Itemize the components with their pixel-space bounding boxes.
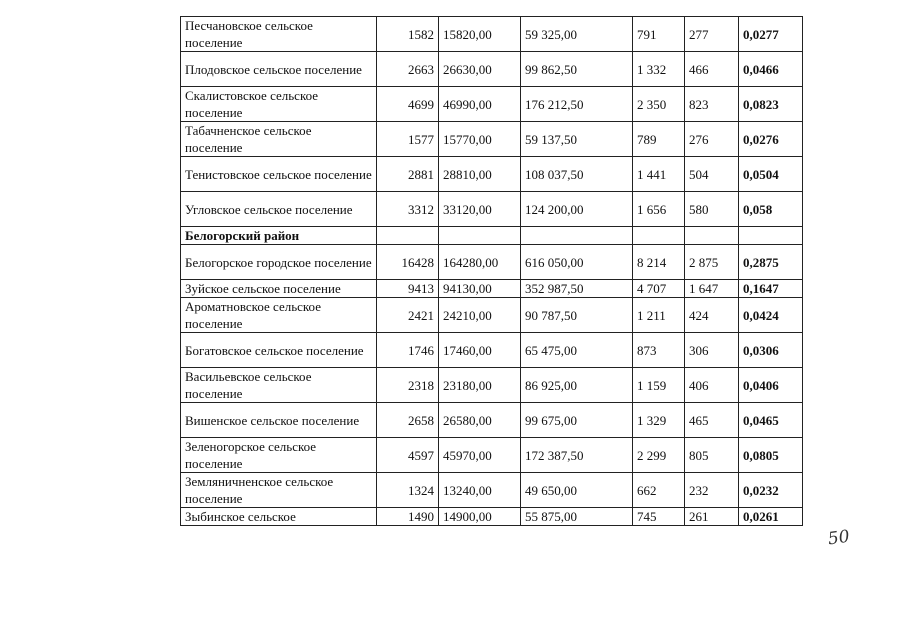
- value-cell: 424: [685, 298, 739, 333]
- population-cell: 1582: [377, 17, 439, 52]
- value-cell: 276: [685, 122, 739, 157]
- amount-cell: 99 675,00: [521, 403, 633, 438]
- value-cell: 1 647: [685, 280, 739, 298]
- settlement-name: Угловское сельское поселение: [181, 192, 377, 227]
- coefficient-cell: 0,0823: [739, 87, 803, 122]
- table-row: [181, 368, 803, 403]
- table-row: [181, 333, 803, 368]
- coefficient-cell: 0,0261: [739, 508, 803, 526]
- value-cell: 26630,00: [439, 52, 521, 87]
- empty-cell: [377, 227, 439, 245]
- settlement-name: Плодовское сельское поселение: [181, 52, 377, 87]
- population-cell: 1490: [377, 508, 439, 526]
- coefficient-cell: 0,0424: [739, 298, 803, 333]
- section-header-row: [181, 227, 803, 245]
- value-cell: 26580,00: [439, 403, 521, 438]
- value-cell: 873: [633, 333, 685, 368]
- value-cell: 4 707: [633, 280, 685, 298]
- coefficient-cell: 0,0277: [739, 17, 803, 52]
- empty-cell: [633, 227, 685, 245]
- amount-cell: 49 650,00: [521, 473, 633, 508]
- table-row: [181, 438, 803, 473]
- settlement-name: Песчановское сельское поселение: [181, 17, 377, 52]
- population-cell: 4699: [377, 87, 439, 122]
- settlement-name: Скалистовское сельское поселение: [181, 87, 377, 122]
- value-cell: 46990,00: [439, 87, 521, 122]
- allocation-table: [180, 16, 803, 526]
- value-cell: 2 299: [633, 438, 685, 473]
- amount-cell: 108 037,50: [521, 157, 633, 192]
- settlement-name: Богатовское сельское поселение: [181, 333, 377, 368]
- coefficient-cell: 0,0232: [739, 473, 803, 508]
- settlement-name: Зеленогорское сельское поселение: [181, 438, 377, 473]
- settlement-name: Зуйское сельское поселение: [181, 280, 377, 298]
- amount-cell: 176 212,50: [521, 87, 633, 122]
- value-cell: 1 211: [633, 298, 685, 333]
- table-row: [181, 280, 803, 298]
- coefficient-cell: 0,0504: [739, 157, 803, 192]
- value-cell: 232: [685, 473, 739, 508]
- value-cell: 13240,00: [439, 473, 521, 508]
- empty-cell: [439, 227, 521, 245]
- district-name: Белогорский район: [181, 227, 377, 245]
- coefficient-cell: 0,0306: [739, 333, 803, 368]
- settlement-name: Тенистовское сельское поселение: [181, 157, 377, 192]
- settlement-name: Ароматновское сельское поселение: [181, 298, 377, 333]
- population-cell: 4597: [377, 438, 439, 473]
- value-cell: 662: [633, 473, 685, 508]
- coefficient-cell: 0,2875: [739, 245, 803, 280]
- population-cell: 1324: [377, 473, 439, 508]
- value-cell: 1 441: [633, 157, 685, 192]
- table-row: [181, 298, 803, 333]
- coefficient-cell: 0,0466: [739, 52, 803, 87]
- value-cell: 2 875: [685, 245, 739, 280]
- handwritten-page-number: 50: [826, 526, 851, 550]
- table-row: [181, 122, 803, 157]
- empty-cell: [739, 227, 803, 245]
- value-cell: 17460,00: [439, 333, 521, 368]
- table-row: [181, 52, 803, 87]
- empty-cell: [685, 227, 739, 245]
- population-cell: 3312: [377, 192, 439, 227]
- population-cell: 2658: [377, 403, 439, 438]
- amount-cell: 616 050,00: [521, 245, 633, 280]
- coefficient-cell: 0,0276: [739, 122, 803, 157]
- value-cell: 164280,00: [439, 245, 521, 280]
- value-cell: 28810,00: [439, 157, 521, 192]
- value-cell: 1 656: [633, 192, 685, 227]
- population-cell: 2881: [377, 157, 439, 192]
- coefficient-cell: 0,0805: [739, 438, 803, 473]
- value-cell: 33120,00: [439, 192, 521, 227]
- table-row: [181, 157, 803, 192]
- amount-cell: 65 475,00: [521, 333, 633, 368]
- amount-cell: 59 325,00: [521, 17, 633, 52]
- value-cell: 14900,00: [439, 508, 521, 526]
- value-cell: 8 214: [633, 245, 685, 280]
- amount-cell: 99 862,50: [521, 52, 633, 87]
- coefficient-cell: 0,0465: [739, 403, 803, 438]
- value-cell: 45970,00: [439, 438, 521, 473]
- table-row: [181, 87, 803, 122]
- settlement-name: Белогорское городское поселение: [181, 245, 377, 280]
- table-row: [181, 17, 803, 52]
- coefficient-cell: 0,0406: [739, 368, 803, 403]
- value-cell: 805: [685, 438, 739, 473]
- value-cell: 823: [685, 87, 739, 122]
- coefficient-cell: 0,1647: [739, 280, 803, 298]
- value-cell: 15820,00: [439, 17, 521, 52]
- coefficient-cell: 0,058: [739, 192, 803, 227]
- amount-cell: 55 875,00: [521, 508, 633, 526]
- population-cell: 16428: [377, 245, 439, 280]
- population-cell: 2421: [377, 298, 439, 333]
- table-row: [181, 245, 803, 280]
- value-cell: 1 159: [633, 368, 685, 403]
- value-cell: 1 329: [633, 403, 685, 438]
- value-cell: 24210,00: [439, 298, 521, 333]
- settlement-name: Зыбинское сельское: [181, 508, 377, 526]
- value-cell: 504: [685, 157, 739, 192]
- value-cell: 261: [685, 508, 739, 526]
- population-cell: 9413: [377, 280, 439, 298]
- settlement-name: Васильевское сельское поселение: [181, 368, 377, 403]
- settlement-name: Вишенское сельское поселение: [181, 403, 377, 438]
- empty-cell: [521, 227, 633, 245]
- value-cell: 15770,00: [439, 122, 521, 157]
- value-cell: 789: [633, 122, 685, 157]
- settlement-name: Земляничненское сельское поселение: [181, 473, 377, 508]
- settlement-name: Табачненское сельское поселение: [181, 122, 377, 157]
- value-cell: 745: [633, 508, 685, 526]
- value-cell: 23180,00: [439, 368, 521, 403]
- amount-cell: 59 137,50: [521, 122, 633, 157]
- population-cell: 1577: [377, 122, 439, 157]
- value-cell: 94130,00: [439, 280, 521, 298]
- value-cell: 1 332: [633, 52, 685, 87]
- value-cell: 2 350: [633, 87, 685, 122]
- value-cell: 466: [685, 52, 739, 87]
- value-cell: 580: [685, 192, 739, 227]
- value-cell: 465: [685, 403, 739, 438]
- value-cell: 277: [685, 17, 739, 52]
- table-row: [181, 508, 803, 526]
- value-cell: 406: [685, 368, 739, 403]
- amount-cell: 172 387,50: [521, 438, 633, 473]
- population-cell: 2318: [377, 368, 439, 403]
- population-cell: 1746: [377, 333, 439, 368]
- amount-cell: 90 787,50: [521, 298, 633, 333]
- table-row: [181, 473, 803, 508]
- amount-cell: 352 987,50: [521, 280, 633, 298]
- table-row: [181, 403, 803, 438]
- amount-cell: 124 200,00: [521, 192, 633, 227]
- amount-cell: 86 925,00: [521, 368, 633, 403]
- value-cell: 791: [633, 17, 685, 52]
- value-cell: 306: [685, 333, 739, 368]
- table-row: [181, 192, 803, 227]
- population-cell: 2663: [377, 52, 439, 87]
